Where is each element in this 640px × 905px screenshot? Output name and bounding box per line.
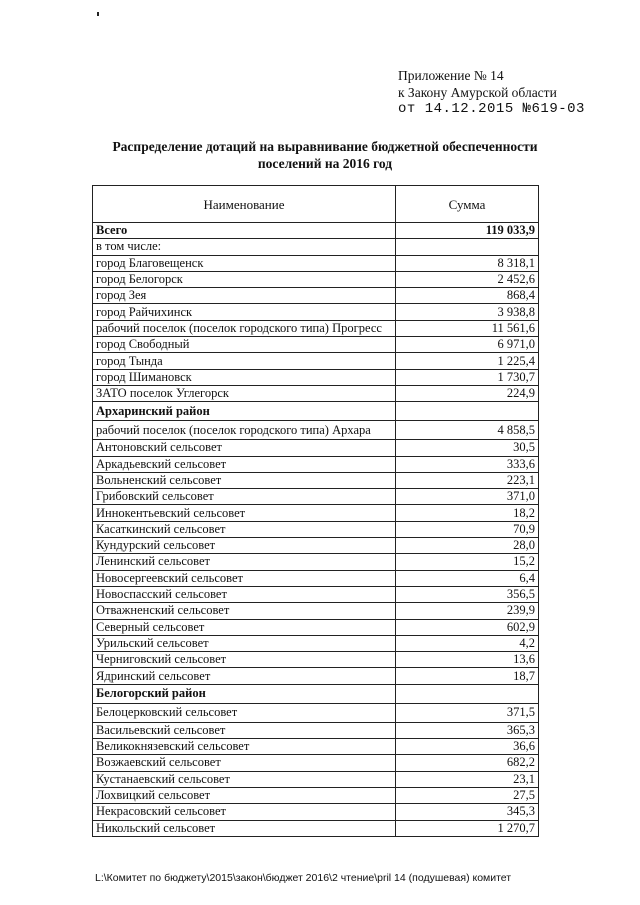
row-sum: 1 270,7 [396, 820, 539, 836]
table-row [93, 304, 539, 320]
table-row [93, 787, 539, 803]
table-row [93, 337, 539, 353]
table-row [93, 505, 539, 521]
appendix-date: от 14.12.2015 №619-03 [398, 101, 585, 117]
table-row [93, 804, 539, 820]
row-sum: 868,4 [396, 288, 539, 304]
table-row [93, 472, 539, 488]
table-row [93, 619, 539, 635]
row-name: Кундурский сельсовет [93, 538, 396, 554]
row-sum: 223,1 [396, 472, 539, 488]
table-row [93, 722, 539, 738]
row-name: Великокнязевский сельсовет [93, 739, 396, 755]
appendix-header [398, 67, 585, 118]
row-name: город Благовещенск [93, 255, 396, 271]
table-row [93, 421, 539, 440]
row-sum: 23,1 [396, 771, 539, 787]
row-sum: 371,0 [396, 489, 539, 505]
row-sum: 18,7 [396, 668, 539, 684]
row-sum: 371,5 [396, 703, 539, 722]
table-row [93, 820, 539, 836]
row-sum: 224,9 [396, 385, 539, 401]
row-sum [396, 239, 539, 255]
row-sum: 356,5 [396, 586, 539, 602]
row-name: Северный сельсовет [93, 619, 396, 635]
table-row [93, 684, 539, 703]
table-row [93, 369, 539, 385]
row-name: Урильский сельсовет [93, 635, 396, 651]
table-row [93, 440, 539, 456]
row-name: Новосергеевский сельсовет [93, 570, 396, 586]
row-sum: 1 225,4 [396, 353, 539, 369]
table-row [93, 755, 539, 771]
row-sum: 27,5 [396, 787, 539, 803]
row-sum: 239,9 [396, 603, 539, 619]
row-sum: 1 730,7 [396, 369, 539, 385]
row-name: Новоспасский сельсовет [93, 586, 396, 602]
table-row [93, 668, 539, 684]
row-sum: 6,4 [396, 570, 539, 586]
row-name: Вольненский сельсовет [93, 472, 396, 488]
row-sum: 4 858,5 [396, 421, 539, 440]
row-sum: 11 561,6 [396, 320, 539, 336]
column-header-name: Наименование [93, 186, 396, 223]
row-sum: 18,2 [396, 505, 539, 521]
row-name: город Райчихинск [93, 304, 396, 320]
row-name: Никольский сельсовет [93, 820, 396, 836]
row-sum: 3 938,8 [396, 304, 539, 320]
row-sum: 333,6 [396, 456, 539, 472]
row-sum: 602,9 [396, 619, 539, 635]
row-name: город Белогорск [93, 271, 396, 287]
table-header-row [93, 186, 539, 223]
row-sum: 30,5 [396, 440, 539, 456]
row-name: город Шимановск [93, 369, 396, 385]
row-sum: 2 452,6 [396, 271, 539, 287]
row-name: Касаткинский сельсовет [93, 521, 396, 537]
table-row [93, 456, 539, 472]
row-name: Архаринский район [93, 402, 396, 421]
appendix-law: к Закону Амурской области [398, 85, 557, 100]
row-name: ЗАТО поселок Углегорск [93, 385, 396, 401]
row-sum: 70,9 [396, 521, 539, 537]
table-body [93, 223, 539, 837]
distribution-table [92, 185, 539, 837]
row-sum: 13,6 [396, 652, 539, 668]
table-row [93, 288, 539, 304]
row-name: Иннокентьевский сельсовет [93, 505, 396, 521]
row-sum: 28,0 [396, 538, 539, 554]
row-name: Черниговский сельсовет [93, 652, 396, 668]
row-sum: 15,2 [396, 554, 539, 570]
table-row [93, 538, 539, 554]
table-row [93, 385, 539, 401]
row-name: Ленинский сельсовет [93, 554, 396, 570]
row-sum: 4,2 [396, 635, 539, 651]
table-row [93, 489, 539, 505]
table-row [93, 255, 539, 271]
row-name: рабочий поселок (поселок городского типа) Архара [93, 421, 396, 440]
table-row [93, 223, 539, 239]
table-row [93, 239, 539, 255]
row-name: Некрасовский сельсовет [93, 804, 396, 820]
row-name: Васильевский сельсовет [93, 722, 396, 738]
row-sum: 365,3 [396, 722, 539, 738]
table-row [93, 635, 539, 651]
table-row [93, 652, 539, 668]
table-row [93, 703, 539, 722]
row-sum: 682,2 [396, 755, 539, 771]
row-sum [396, 684, 539, 703]
row-name: Лохвицкий сельсовет [93, 787, 396, 803]
row-name: город Свободный [93, 337, 396, 353]
row-name: город Тында [93, 353, 396, 369]
row-name: Аркадьевский сельсовет [93, 456, 396, 472]
row-name: в том числе: [93, 239, 396, 255]
column-header-sum: Сумма [396, 186, 539, 223]
scan-mark [97, 12, 99, 16]
file-path-footer: L:\Комитет по бюджету\2015\закон\бюджет 2016\2 чтение\pril 14 (подушевая) комитет [95, 872, 512, 884]
title-line-2: поселений на 2016 год [257, 156, 393, 171]
row-name: Ядринский сельсовет [93, 668, 396, 684]
row-name: Кустанаевский сельсовет [93, 771, 396, 787]
table-row [93, 271, 539, 287]
row-sum: 345,3 [396, 804, 539, 820]
table-row [93, 554, 539, 570]
row-name: Антоновский сельсовет [93, 440, 396, 456]
table-row [93, 586, 539, 602]
table-row [93, 521, 539, 537]
row-sum: 119 033,9 [396, 223, 539, 239]
row-sum [396, 402, 539, 421]
table-row [93, 320, 539, 336]
table-row [93, 402, 539, 421]
row-name: Белоцерковский сельсовет [93, 703, 396, 722]
row-sum: 36,6 [396, 739, 539, 755]
table-row [93, 570, 539, 586]
row-name: Белогорский район [93, 684, 396, 703]
row-sum: 8 318,1 [396, 255, 539, 271]
appendix-number: Приложение № 14 [398, 68, 504, 83]
row-name: город Зея [93, 288, 396, 304]
title-line-1: Распределение дотаций на выравнивание бюджетной обеспеченности [112, 139, 538, 154]
table-row [93, 353, 539, 369]
document-title [90, 138, 560, 172]
row-name: Грибовский сельсовет [93, 489, 396, 505]
table-row [93, 771, 539, 787]
table-row [93, 603, 539, 619]
row-name: Всего [93, 223, 396, 239]
row-name: Отважненский сельсовет [93, 603, 396, 619]
row-sum: 6 971,0 [396, 337, 539, 353]
table-row [93, 739, 539, 755]
row-name: рабочий поселок (поселок городского типа) Прогресс [93, 320, 396, 336]
row-name: Возжаевский сельсовет [93, 755, 396, 771]
